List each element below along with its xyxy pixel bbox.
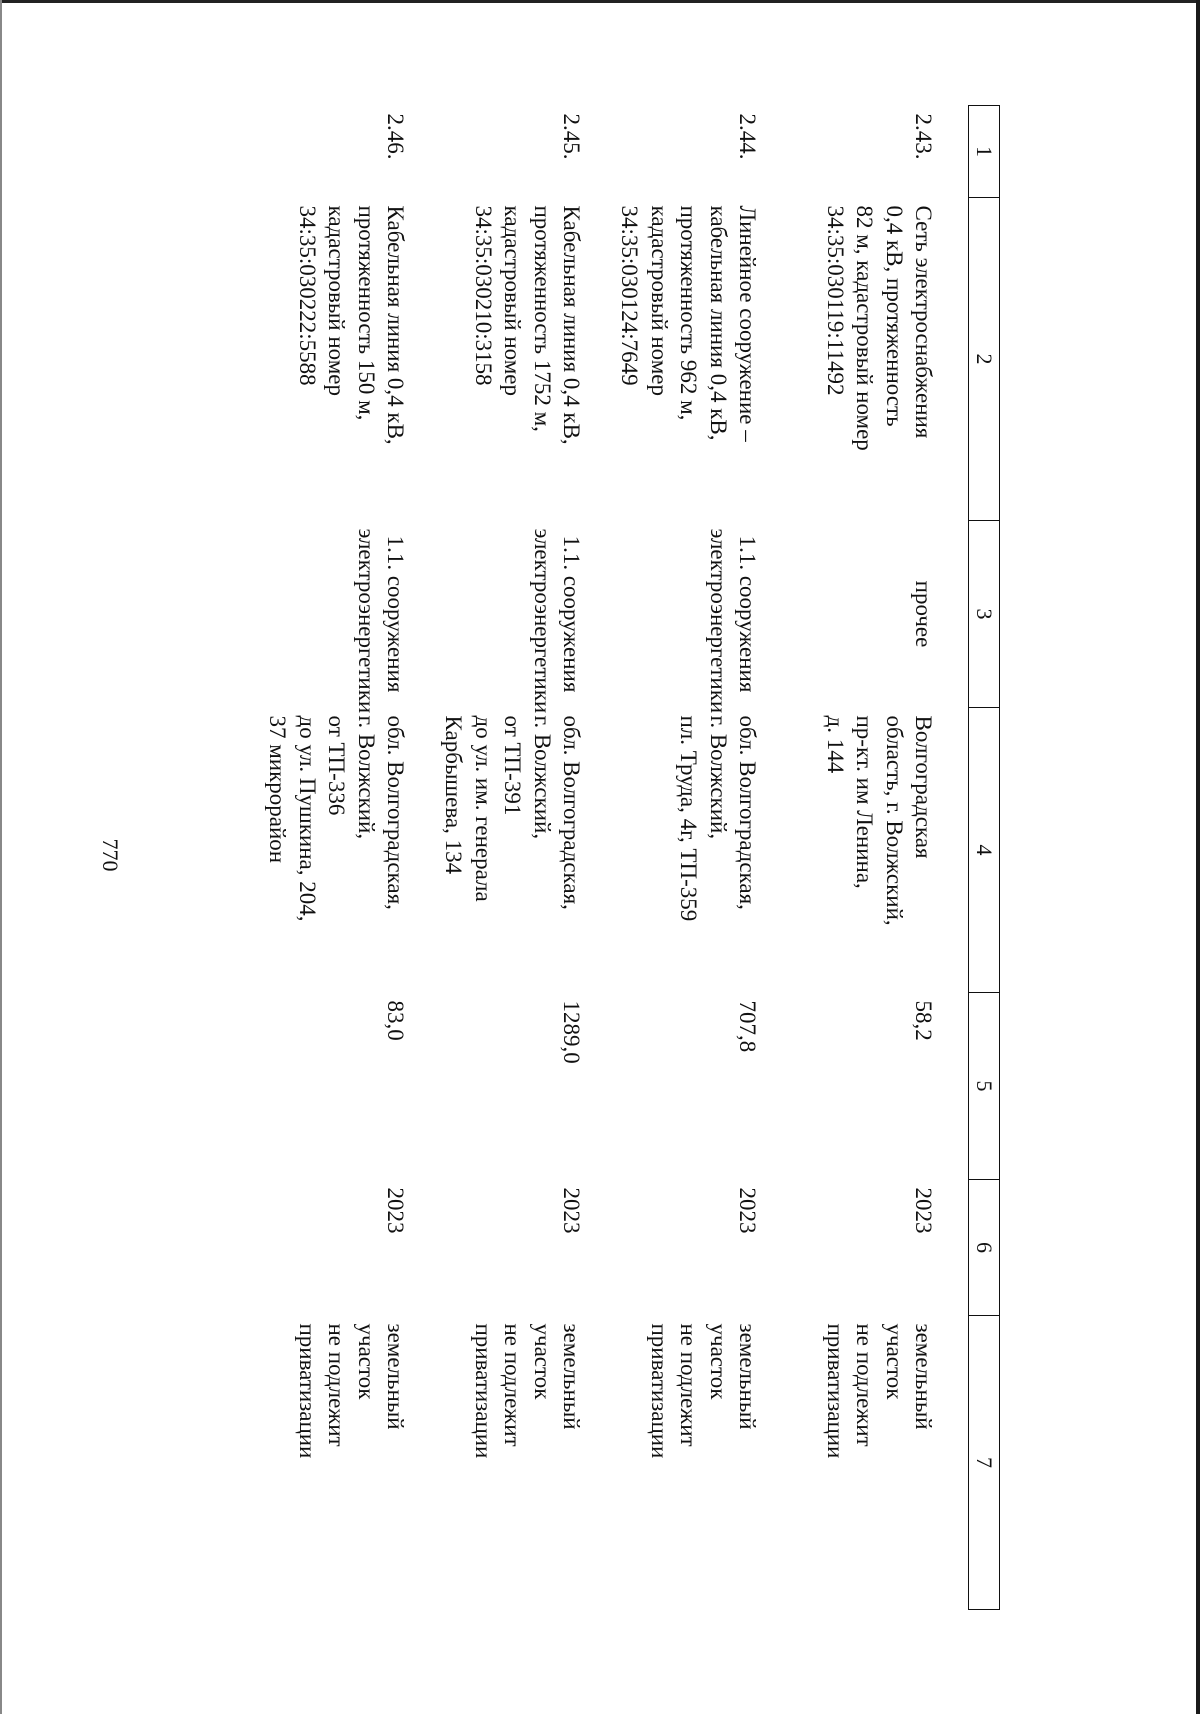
scan-edge-top [0, 0, 1200, 3]
object-name: Сеть электроснабжения 0,4 кВ, протяженность 82 м, кадастровый номер 34:35:030119:11492 [822, 205, 936, 451]
col-header-4: 4 [969, 708, 1000, 993]
col-header-6: 6 [969, 1180, 1000, 1316]
object-note: земельный участок не подлежит приватизации [294, 1323, 408, 1459]
object-address: Волгоградская область, г. Волжский, пр-кт. им Ленина, д. 144 [822, 715, 936, 926]
object-name: Кабельная линия 0,4 кВ, протяженность 1752 м, кадастровый номер 34:35:030210:3158 [470, 205, 584, 445]
object-category: прочее [911, 580, 936, 648]
table-row [418, 106, 594, 1610]
object-category: 1.1. сооружения электроэнергетики [353, 528, 408, 714]
object-address: обл. Волгоградская, г. Волжский, пл. Труда, 4г, ТП-359 [676, 715, 760, 922]
table-row [770, 106, 969, 1610]
object-year: 2023 [383, 1187, 408, 1234]
object-year: 2023 [735, 1187, 760, 1234]
object-note: земельный участок не подлежит приватизации [470, 1323, 584, 1459]
object-note: земельный участок не подлежит приватизации [822, 1323, 936, 1459]
object-name: Линейное сооружение – кабельная линия 0,4 кВ, протяженность 962 м, кадастровый номер 34:35:030124:7649 [617, 205, 760, 442]
row-number: 2.46. [383, 113, 408, 160]
scan-edge-left [0, 0, 2, 1714]
object-note: земельный участок не подлежит приватизации [646, 1323, 760, 1459]
col-header-2: 2 [969, 198, 1000, 521]
page-number: 770 [98, 838, 123, 872]
object-value: 83,0 [383, 1000, 408, 1041]
col-header-1: 1 [969, 106, 1000, 198]
col-header-7: 7 [969, 1316, 1000, 1610]
object-value: 58,2 [911, 1000, 936, 1041]
object-year: 2023 [559, 1187, 584, 1234]
property-register-table [242, 105, 1000, 1610]
header-row [969, 106, 1000, 1610]
col-header-3: 3 [969, 521, 1000, 708]
object-value: 1289,0 [559, 1000, 584, 1064]
scan-edge-right [1196, 0, 1200, 1714]
rotated-table-sheet [200, 105, 1000, 1609]
table-row [242, 106, 418, 1610]
object-category: 1.1. сооружения электроэнергетики [529, 528, 584, 714]
object-value: 707,8 [735, 1000, 760, 1053]
row-number: 2.43. [911, 113, 936, 160]
object-year: 2023 [911, 1187, 936, 1234]
object-address: обл. Волгоградская, г. Волжский, от ТП-336 до ул. Пушкина, 204, 37 микрорайон [265, 715, 408, 922]
table-row [594, 106, 770, 1610]
object-address: обл. Волгоградская, г. Волжский, от ТП-391 до ул. им. генерала Карбышева, 134 [441, 715, 584, 910]
col-header-5: 5 [969, 993, 1000, 1180]
object-name: Кабельная линия 0,4 кВ, протяженность 150 м, кадастровый номер 34:35:030222:5588 [294, 205, 408, 445]
row-number: 2.45. [559, 113, 584, 160]
object-category: 1.1. сооружения электроэнергетики [705, 528, 760, 714]
row-number: 2.44. [735, 113, 760, 160]
